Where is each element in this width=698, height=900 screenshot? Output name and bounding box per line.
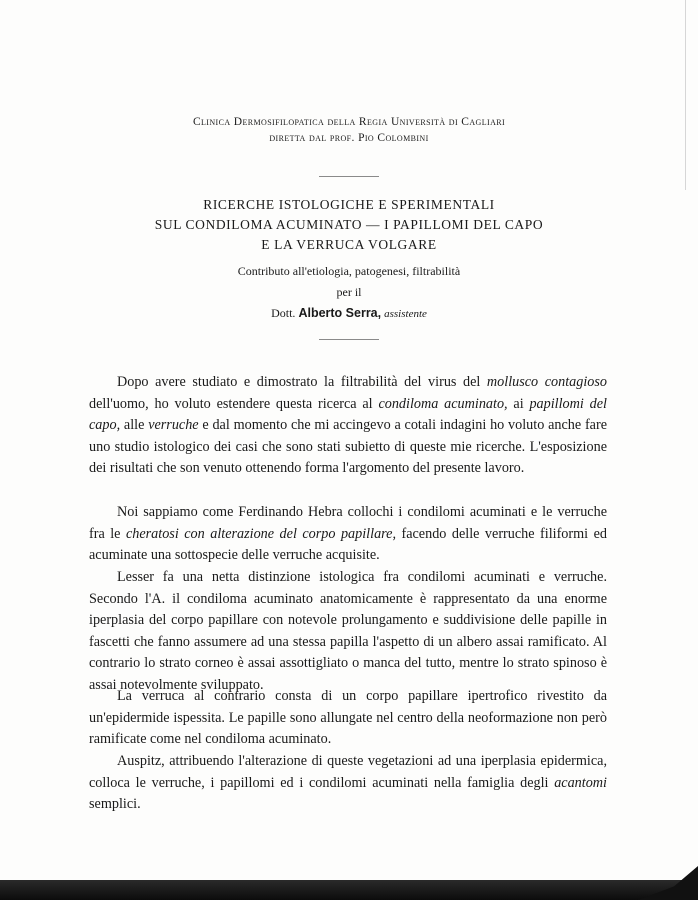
author-role: assistente bbox=[384, 308, 427, 320]
text-run: semplici. bbox=[89, 796, 141, 812]
paragraph-1 bbox=[89, 372, 607, 480]
paragraph-5 bbox=[89, 751, 607, 816]
paragraph-2 bbox=[89, 502, 607, 567]
text-run: dell'uomo, ho voluto estendere questa ricerca al bbox=[89, 395, 379, 412]
text-run: Noi sappiamo come Ferdinando Hebra collochi i condilomi acuminati e le verruche fra le bbox=[89, 504, 607, 542]
text-run: e dal momento che mi accingevo a cotali indagini ho voluto anche fare uno studio istologico dei casi che sono stati subietto di queste mie ricerche. L'esposizione dei risultati che son venuto ottenendo forma l'argomento del presente lavoro. bbox=[89, 417, 607, 476]
title-divider bbox=[319, 339, 379, 340]
page-edge-rule bbox=[685, 0, 686, 190]
institution-name: Clinica Dermosifilopatica della Regia Università di Cagliari bbox=[192, 116, 506, 128]
author-name: Alberto Serra, bbox=[298, 306, 382, 320]
article-title-line-1: RICERCHE ISTOLOGICHE E SPERIMENTALI bbox=[203, 197, 495, 212]
italic-term: verruche bbox=[148, 417, 199, 433]
text-run: Dopo avere studiato e dimostrato la filtrabilità del virus del bbox=[117, 374, 487, 390]
scan-bottom-edge bbox=[0, 880, 698, 900]
institution-director: diretta dal prof. Pio Colombini bbox=[269, 132, 429, 144]
byline-per: per il bbox=[336, 285, 362, 299]
text-run: Auspitz, attribuendo l'alterazione di queste vegetazioni ad una iperplasia epidermica, colloca le verruche, i papillomi ed i condilomi acuminati nella famiglia degli bbox=[89, 753, 607, 791]
text-run: facendo delle verruche filiformi ed acuminate una sottospecie delle verruche acquisite. bbox=[89, 525, 607, 563]
text-run: alle bbox=[120, 417, 149, 433]
italic-term: papillomi del capo, bbox=[89, 395, 607, 433]
paragraph-4 bbox=[89, 686, 607, 751]
author-prefix: Dott. bbox=[271, 306, 296, 320]
author-byline bbox=[0, 306, 698, 321]
italic-term: mollusco contagioso bbox=[486, 374, 607, 390]
italic-term: condiloma acuminato, bbox=[378, 395, 508, 412]
article-subtitle: Contributo all'etiologia, patogenesi, filtrabilità bbox=[237, 264, 461, 278]
header-divider bbox=[319, 176, 379, 177]
italic-term: cheratosi con alterazione del corpo papillare, bbox=[125, 525, 396, 542]
paragraph-4-text: La verruca al contrario consta di un corpo papillare ipertrofico rivestito da un'epidermide ispessita. Le papille sono allungate nel centro della neoformazione non però ramificate come nel condiloma acuminato. bbox=[89, 688, 607, 747]
article-title-line-3: E LA VERRUCA VOLGARE bbox=[261, 237, 437, 252]
article-title-line-2: SUL CONDILOMA ACUMINATO — I PAPILLOMI DEL CAPO bbox=[154, 217, 544, 232]
text-run: ai bbox=[507, 395, 530, 412]
italic-term: acantomi bbox=[554, 774, 607, 791]
paragraph-3-text: Lesser fa una netta distinzione istologica fra condilomi acuminati e verruche. Secondo l'A. il condiloma acuminato anatomicamente è rappresentato da una enorme iperplasia del corpo papillare con notevole prolungamento e suddivisione delle papille in fascetti che fanno assumere ad una stessa papilla l'aspetto di un albero assai ramificato. Al contrario lo strato corneo è assai assottigliato o manca del tutto, mentre lo strato spinoso è assai notevolmente sviluppato. bbox=[89, 569, 607, 693]
paragraph-3 bbox=[89, 567, 607, 696]
